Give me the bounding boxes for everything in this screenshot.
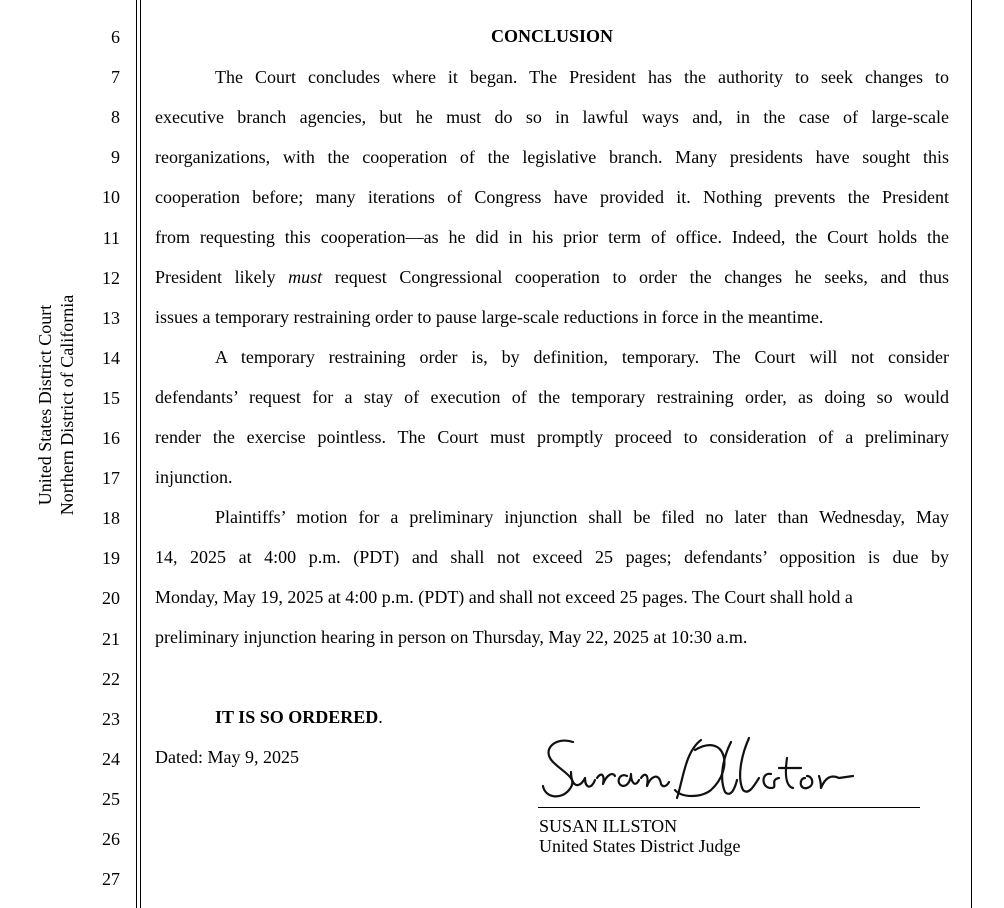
paragraph-1-line-7: issues a temporary restraining order to pause large-scale reductions in force in the meantime. <box>155 307 824 327</box>
paragraph-2-line-4: injunction. <box>155 467 233 487</box>
order-text: IT IS SO ORDERED <box>215 707 379 727</box>
line-number: 14 <box>102 347 120 368</box>
court-district: Northern District of California <box>57 294 77 516</box>
line-number: 16 <box>102 428 120 448</box>
paragraph-1-line-1: The Court concludes where it began. The President has the authority to seek changes to <box>215 67 949 87</box>
line-number: 11 <box>102 227 120 248</box>
order-period: . <box>378 707 383 727</box>
signature-line <box>538 807 920 808</box>
order-statement <box>215 705 383 729</box>
line-number: 7 <box>111 67 120 88</box>
paragraph-3-line-1: Plaintiffs’ motion for a preliminary injunction shall be filed no later than Wednesday, May <box>215 507 949 527</box>
paragraph-3-line-4: preliminary injunction hearing in person on Thursday, May 22, 2025 at 10:30 a.m. <box>155 627 748 647</box>
line-number: 17 <box>102 468 120 489</box>
paragraph-1-line-6 <box>155 265 949 289</box>
left-margin-rule-outer <box>136 0 137 908</box>
paragraph-1-line-3: reorganizations, with the cooperation of the legislative branch. Many presidents have sought this <box>155 147 949 167</box>
line-number: 24 <box>102 748 120 769</box>
paragraph-1-line-2: executive branch agencies, but he must do so in lawful ways and, in the case of large-scale <box>155 107 949 127</box>
section-heading: CONCLUSION <box>490 26 614 46</box>
right-margin-rule <box>971 0 972 908</box>
line-number: 12 <box>102 267 120 288</box>
paragraph-3-line-2: 14, 2025 at 4:00 p.m. (PDT) and shall not exceed 25 pages; defendants’ opposition is due by <box>155 547 949 567</box>
judge-title: United States District Judge <box>539 836 741 856</box>
text-run: request Congressional cooperation to order the changes he seeks, and thus <box>322 267 949 287</box>
paragraph-3-line-3: Monday, May 19, 2025 at 4:00 p.m. (PDT) and shall not exceed 25 pages. The Court shall hold a <box>155 587 853 607</box>
judge-name: SUSAN ILLSTON <box>539 816 678 836</box>
line-number: 23 <box>102 708 120 729</box>
line-number: 22 <box>102 668 120 689</box>
line-number: 18 <box>102 508 120 529</box>
line-number: 10 <box>102 187 120 208</box>
line-number: 8 <box>111 107 120 128</box>
court-name: United States District Court <box>35 304 55 506</box>
line-number: 25 <box>102 788 120 809</box>
text-run: President likely <box>155 267 289 287</box>
paragraph-2-line-3: render the exercise pointless. The Court must promptly proceed to consideration of a preliminary <box>155 427 949 447</box>
court-caption <box>34 295 78 515</box>
handwritten-signature <box>535 728 925 808</box>
paragraph-1-line-4: cooperation before; many iterations of Congress have provided it. Nothing prevents the President <box>155 187 949 207</box>
dated-line: Dated: May 9, 2025 <box>155 747 299 767</box>
line-number: 20 <box>102 588 120 609</box>
line-number: 15 <box>102 387 120 408</box>
paragraph-2-line-1: A temporary restraining order is, by definition, temporary. The Court will not consider <box>215 347 949 367</box>
left-margin-rule-inner <box>140 0 141 908</box>
line-number: 21 <box>102 628 120 649</box>
emphasis-must: must <box>288 267 323 287</box>
paragraph-1-line-5: from requesting this cooperation—as he did in his prior term of office. Indeed, the Court holds the <box>155 227 949 247</box>
paragraph-2-line-2: defendants’ request for a stay of execution of the temporary restraining order, as doing so would <box>155 387 949 407</box>
line-number: 9 <box>111 147 120 168</box>
line-number: 13 <box>102 307 120 328</box>
line-number: 6 <box>111 27 120 47</box>
line-number: 27 <box>102 869 120 890</box>
line-number: 26 <box>102 829 120 849</box>
line-number: 19 <box>102 548 120 569</box>
